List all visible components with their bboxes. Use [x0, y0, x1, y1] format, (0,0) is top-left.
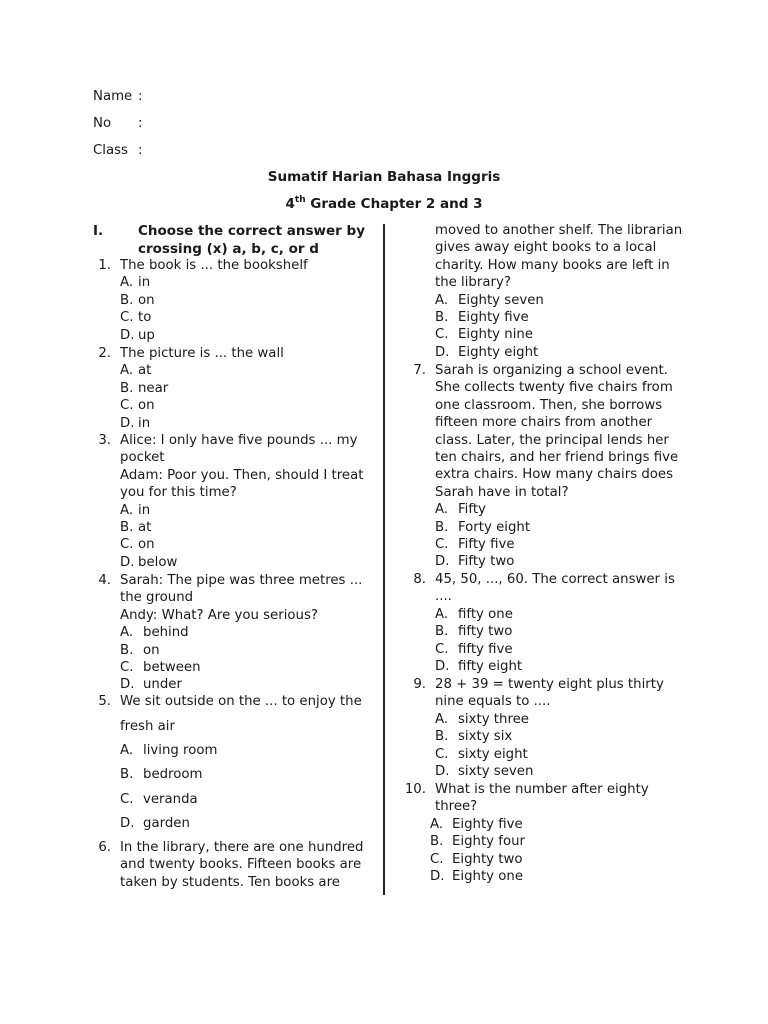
option-letter: D. [435, 344, 450, 360]
option-letter: C. [435, 746, 449, 762]
option-text: on [138, 398, 155, 414]
option-letter: A. [435, 711, 449, 727]
question-text-line: .... [435, 589, 452, 605]
question-text-line: charity. How many books are left in [435, 257, 670, 273]
question-text-line: What is the number after eighty [435, 782, 649, 797]
option-text: Eighty one [452, 869, 524, 884]
option-letter: A. [120, 625, 134, 641]
option-letter: C. [120, 310, 134, 326]
question-number: 8. [413, 572, 426, 587]
option-text: on [143, 642, 160, 658]
option-letter: D. [435, 764, 450, 779]
option-text: Fifty [458, 502, 486, 518]
option-text: Eighty nine [458, 327, 534, 343]
question-text-line: ten chairs, and her friend brings five [435, 450, 679, 465]
name-field [93, 88, 142, 105]
option-text: Eighty five [452, 816, 523, 832]
option-text: up [138, 327, 155, 343]
grade-suffix: th [294, 195, 306, 205]
option-letter: C. [120, 537, 134, 553]
grade-number: 4 [285, 196, 295, 212]
option-letter: B. [120, 642, 134, 658]
question-text-line: one classroom. Then, she borrows [435, 397, 663, 413]
colon: : [138, 116, 143, 131]
option-letter: D. [430, 869, 445, 884]
question-number: 6. [98, 840, 111, 855]
question-text-line: three? [435, 799, 478, 815]
question-text-line: 28 + 39 = twenty eight plus thirty [435, 677, 664, 692]
document-subtitle [0, 196, 768, 213]
option-letter: B. [430, 834, 444, 850]
question-text-line: Adam: Poor you. Then, should I treat [120, 467, 364, 483]
question-text-line: gives away eight books to a local [435, 240, 657, 256]
question-text-line: Sarah have in total? [435, 484, 569, 500]
no-label: No [93, 116, 112, 131]
question-text-line: Sarah is organizing a school event. [435, 363, 668, 378]
section-number: I. [93, 223, 104, 239]
option-letter: D. [120, 415, 135, 431]
option-letter: B. [435, 624, 449, 640]
option-letter: A. [435, 292, 449, 308]
option-text: bedroom [143, 767, 203, 783]
option-text: between [143, 660, 201, 675]
option-text: on [138, 292, 155, 308]
question-text-line: and twenty books. Fifteen books are [120, 857, 362, 873]
option-text: Fifty five [458, 537, 515, 552]
question-text-line: Sarah: The pipe was three metres ... [120, 573, 363, 588]
question-text-line: She collects twenty five chairs from [435, 380, 673, 396]
option-letter: B. [120, 520, 134, 535]
question-text-line: taken by students. Ten books are [120, 874, 340, 890]
option-letter: C. [430, 851, 444, 867]
option-letter: C. [435, 641, 449, 657]
option-text: to [138, 310, 152, 326]
option-letter: B. [435, 310, 449, 325]
option-text: fifty two [458, 624, 513, 640]
option-text: Eighty seven [458, 292, 544, 308]
option-letter: B. [120, 380, 134, 396]
question-text-line: class. Later, the principal lends her [435, 432, 669, 448]
colon: : [138, 89, 143, 104]
option-letter: C. [120, 791, 134, 807]
option-text: Eighty two [452, 851, 523, 867]
instruction-line: crossing (x) a, b, c, or d [138, 241, 319, 257]
question-text-line: Alice: I only have five pounds ... my [120, 433, 358, 448]
option-letter: B. [120, 292, 134, 308]
question-number: 1. [98, 258, 111, 273]
option-text: veranda [143, 791, 198, 807]
option-text: fifty one [458, 606, 513, 622]
option-text: fifty eight [458, 659, 523, 674]
question-text-line: pocket [120, 450, 165, 466]
question-number: 7. [413, 363, 426, 378]
option-letter: C. [120, 398, 134, 414]
option-text: sixty three [458, 711, 529, 727]
option-text: sixty seven [458, 764, 534, 779]
option-letter: C. [435, 537, 449, 552]
question-text-line: The picture is ... the wall [120, 346, 284, 361]
option-letter: A. [435, 502, 449, 518]
question-text-line: fresh air [120, 719, 175, 734]
question-text-line: fifteen more chairs from another [435, 415, 653, 431]
question-text-line: 45, 50, ..., 60. The correct answer is [435, 572, 675, 587]
question-text-line: the library? [435, 275, 511, 291]
question-text-line: extra chairs. How many chairs does [435, 467, 674, 483]
option-text: below [138, 554, 178, 570]
option-letter: D. [435, 554, 450, 570]
option-letter: A. [120, 275, 134, 291]
option-text: Forty eight [458, 519, 531, 535]
colon: : [138, 143, 143, 158]
option-text: on [138, 537, 155, 553]
option-text: in [138, 415, 151, 431]
question-number: 2. [98, 346, 111, 361]
question-text-line: In the library, there are one hundred [120, 840, 364, 855]
question-text-line: The book is ... the bookshelf [120, 258, 308, 273]
option-letter: C. [435, 327, 449, 343]
option-letter: D. [120, 554, 135, 570]
option-text: Fifty two [458, 554, 515, 570]
question-number: 3. [98, 433, 111, 448]
option-text: in [138, 275, 151, 291]
option-letter: A. [120, 743, 134, 758]
question-number: 10. [404, 782, 426, 797]
section-instruction [138, 222, 378, 258]
option-letter: D. [120, 327, 135, 343]
option-letter: A. [435, 606, 449, 622]
question-text-line: the ground [120, 590, 194, 606]
name-label: Name [93, 89, 133, 104]
option-text: fifty five [458, 641, 513, 657]
option-letter: B. [435, 729, 449, 745]
option-text: garden [143, 816, 190, 832]
option-text: behind [143, 625, 189, 641]
option-text: Eighty eight [458, 344, 539, 360]
column-divider [383, 224, 385, 895]
option-letter: A. [430, 816, 444, 832]
option-letter: D. [435, 659, 450, 674]
option-text: at [138, 363, 152, 379]
option-letter: B. [435, 519, 449, 535]
option-text: in [138, 502, 151, 518]
option-letter: A. [120, 363, 134, 379]
option-text: at [138, 520, 152, 535]
instruction-line: Choose the correct answer by [138, 223, 365, 239]
question-number: 5. [98, 694, 111, 709]
question-number: 9. [413, 677, 426, 692]
option-text: living room [143, 743, 218, 758]
option-text: near [138, 380, 169, 396]
option-letter: D. [120, 677, 135, 693]
option-letter: A. [120, 502, 134, 518]
option-text: Eighty four [452, 834, 525, 850]
question-text-line: nine equals to .... [435, 694, 551, 710]
document-title: Sumatif Harian Bahasa Inggris [267, 169, 501, 185]
grade-text: Grade Chapter 2 and 3 [305, 196, 483, 212]
option-letter: C. [120, 660, 134, 675]
option-text: under [143, 677, 182, 693]
question-text-line: moved to another shelf. The librarian [435, 223, 683, 238]
option-letter: B. [120, 767, 134, 783]
question-text-line: We sit outside on the ... to enjoy the [120, 694, 362, 709]
option-text: Eighty five [458, 310, 529, 325]
option-text: sixty eight [458, 746, 528, 762]
question-text-line: you for this time? [120, 485, 237, 501]
option-text: sixty six [458, 729, 513, 745]
question-text-line: Andy: What? Are you serious? [120, 607, 318, 623]
class-field [93, 142, 142, 159]
option-letter: D. [120, 816, 135, 832]
class-label: Class [93, 143, 128, 158]
no-field [93, 115, 142, 132]
question-number: 4. [98, 573, 111, 588]
